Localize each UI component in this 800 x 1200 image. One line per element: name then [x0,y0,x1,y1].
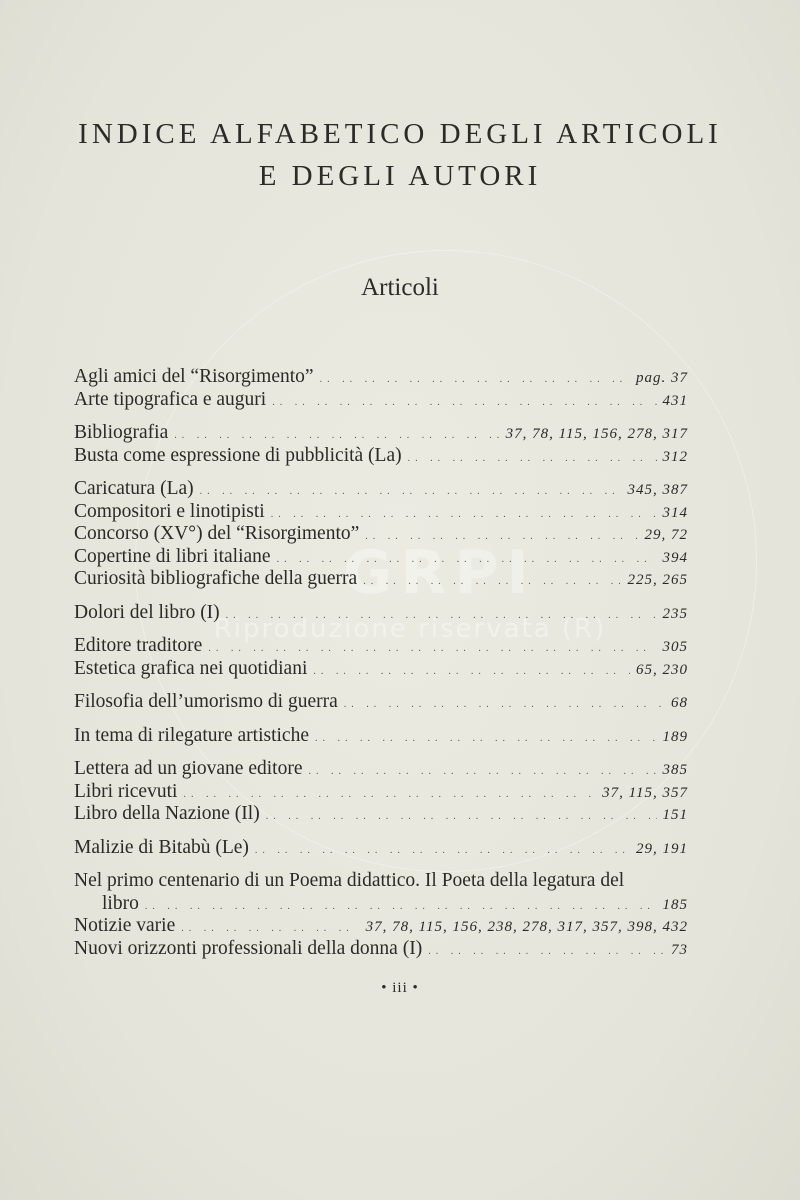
entry-title: Libro della Nazione (Il) [74,803,260,824]
index-entry [74,915,688,938]
page-title-line-2: E DEGLI AUTORI [258,160,542,192]
entry-title: libro [102,892,139,914]
entry-title: Caricatura (La) [74,478,194,499]
section-title: Articoli [361,274,439,301]
entry-title: Concorso (XV°) del “Risorgimento” [74,523,360,544]
index-entry [74,602,688,625]
entry-pages: 345, 387 [627,482,688,498]
index-entry [74,781,688,804]
entry-title: Lettera ad un giovane editore [74,758,303,779]
entry-title-wrapped: Nel primo centenario di un Poema didattico. Il Poeta della legatura del [74,870,625,891]
entry-pages: 312 [662,448,688,465]
dot-leader [408,448,657,471]
index-entry [74,546,688,569]
dot-leader [272,392,656,415]
index-entry [74,501,688,524]
entry-pages: 68 [671,695,688,711]
entry-title: Busta come espressione di pubblicità (La) [74,444,402,466]
entry-title: Agli amici del “Risorgimento” [74,366,314,387]
entry-title: Filosofia dell’umorismo di guerra [74,691,338,712]
entry-pages: 225, 265 [627,572,688,588]
dot-leader [428,941,665,964]
index-entry [74,478,688,501]
dot-leader [363,571,621,594]
index-entry [74,366,688,389]
dot-leader [145,896,657,919]
entry-pages: 314 [662,504,688,521]
entry-title: Notizie varie [74,915,176,936]
index-entry [74,445,688,468]
index-entry [74,803,688,826]
dot-leader [344,694,665,717]
index-list [74,366,688,960]
index-entry [74,938,688,961]
dot-leader [255,840,630,863]
entry-title: Dolori del libro (I) [74,601,220,623]
dot-leader [365,526,638,549]
watermark-logo: GRPI [343,538,537,608]
entry-pages: 73 [671,941,688,958]
watermark-text: Riproduzione riservata (R) [213,614,607,644]
index-entry [74,758,688,781]
entry-title: Malizie di Bitabù (Le) [74,836,249,858]
index-entry [74,523,688,546]
entry-pages: 29, 72 [644,527,688,543]
entry-pages: 37, 78, 115, 156, 238, 278, 317, 357, 398, 432 [365,919,688,935]
index-entry [74,893,688,916]
entry-pages: 29, 191 [636,840,688,857]
entry-pages: 431 [662,392,688,409]
entry-pages: 305 [662,639,688,655]
entry-title: Editore traditore [74,635,203,656]
index-entry [74,568,688,591]
index-entry [74,725,688,748]
dot-leader [266,806,657,829]
index-entry [74,389,688,412]
entry-title: Nuovi orizzonti professionali della donna (I) [74,937,423,959]
index-entry [74,837,688,860]
entry-pages: 185 [662,896,688,913]
entry-pages: 37, 78, 115, 156, 278, 317 [505,426,688,442]
index-entry [74,635,688,658]
entry-title: Bibliografia [74,422,169,443]
dot-leader [308,761,656,784]
entry-pages: 394 [662,549,688,566]
dot-leader [315,728,657,751]
page-number: • iii • [381,980,419,996]
dot-leader [226,605,657,628]
entry-title: Copertine di libri italiane [74,545,271,567]
entry-pages: 189 [662,728,688,745]
entry-title: Compositori e linotipisti [74,500,265,522]
index-entry [74,658,688,681]
index-entry [74,691,688,714]
entry-pages: 151 [662,807,688,823]
entry-pages: pag. 37 [636,370,688,386]
dot-leader [313,661,630,684]
entry-pages: 385 [662,762,688,778]
entry-title: Libri ricevuti [74,780,178,802]
dot-leader [320,369,630,392]
entry-pages: 235 [662,605,688,622]
entry-pages: 65, 230 [636,661,688,678]
entry-title: Arte tipografica e auguri [74,388,267,410]
entry-title: Curiosità bibliografiche della guerra [74,568,358,589]
entry-title: In tema di rilegature artistiche [74,724,309,746]
index-entry [74,422,688,445]
entry-title: Estetica grafica nei quotidiani [74,657,308,679]
entry-pages: 37, 115, 357 [602,784,688,801]
page-title-line-1: INDICE ALFABETICO DEGLI ARTICOLI [78,118,722,150]
